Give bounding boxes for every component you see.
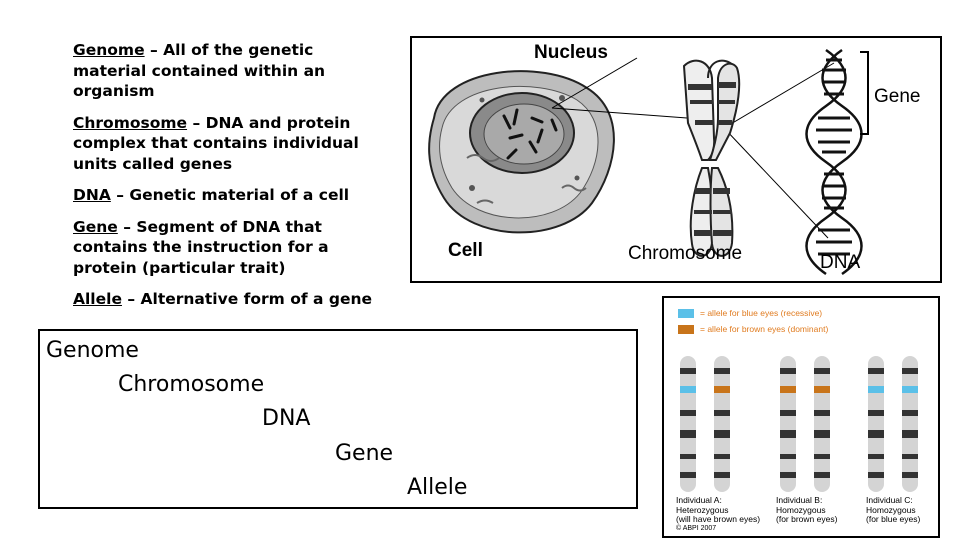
key-brown-text: = allele for brown eyes (dominant) — [700, 324, 829, 334]
definition-chromosome — [73, 113, 373, 175]
term-allele: Allele — [73, 290, 122, 308]
definition-genome — [73, 40, 373, 102]
term-dna: DNA — [73, 186, 111, 204]
definition-text: – All of the genetic material contained within an organism — [73, 41, 326, 100]
label-cell: Cell — [448, 240, 483, 261]
hierarchy-genome: Genome — [46, 338, 139, 363]
cell-chromosome-dna-figure — [410, 36, 942, 283]
definition-text: – Genetic material of a cell — [110, 186, 350, 204]
hierarchy-gene: Gene — [335, 441, 394, 466]
definition-text: – Alternative form of a gene — [121, 290, 372, 308]
hierarchy-chromosome: Chromosome — [118, 372, 265, 397]
term-chromosome: Chromosome — [73, 113, 188, 132]
individual-b-label: Individual B: Homozygous (for brown eyes) — [776, 495, 838, 524]
definition-dna — [73, 185, 373, 206]
definition-text: – Segment of DNA that contains the instruction for a protein (particular trait) — [73, 217, 329, 277]
individual-a-label: Individual A: Heterozygous (will have brown eyes) — [676, 495, 761, 524]
label-nucleus: Nucleus — [534, 42, 608, 63]
dna-helix-illustration — [807, 50, 862, 274]
hierarchy-box — [38, 329, 638, 509]
gene-bracket — [860, 52, 868, 134]
label-gene: Gene — [874, 86, 921, 107]
hierarchy-dna: DNA — [262, 406, 311, 431]
individual-c-label: Individual C: Homozygous (for blue eyes) — [866, 495, 921, 524]
label-dna: DNA — [820, 252, 861, 273]
definition-gene — [73, 217, 373, 279]
term-gene: Gene — [73, 217, 118, 236]
hierarchy-allele: Allele — [407, 475, 468, 500]
label-chromosome: Chromosome — [628, 243, 743, 264]
chromosome-illustration — [684, 61, 739, 256]
cell-illustration — [429, 71, 614, 232]
copyright-text: © ABPI 2007 — [676, 525, 717, 532]
term-genome: Genome — [73, 41, 145, 59]
definition-text: – DNA and protein complex that contains individual units called genes — [73, 113, 359, 173]
key-blue-text: = allele for blue eyes (recessive) — [700, 308, 823, 318]
definition-allele — [73, 289, 373, 310]
allele-figure — [662, 296, 940, 538]
definitions-list — [73, 40, 373, 321]
